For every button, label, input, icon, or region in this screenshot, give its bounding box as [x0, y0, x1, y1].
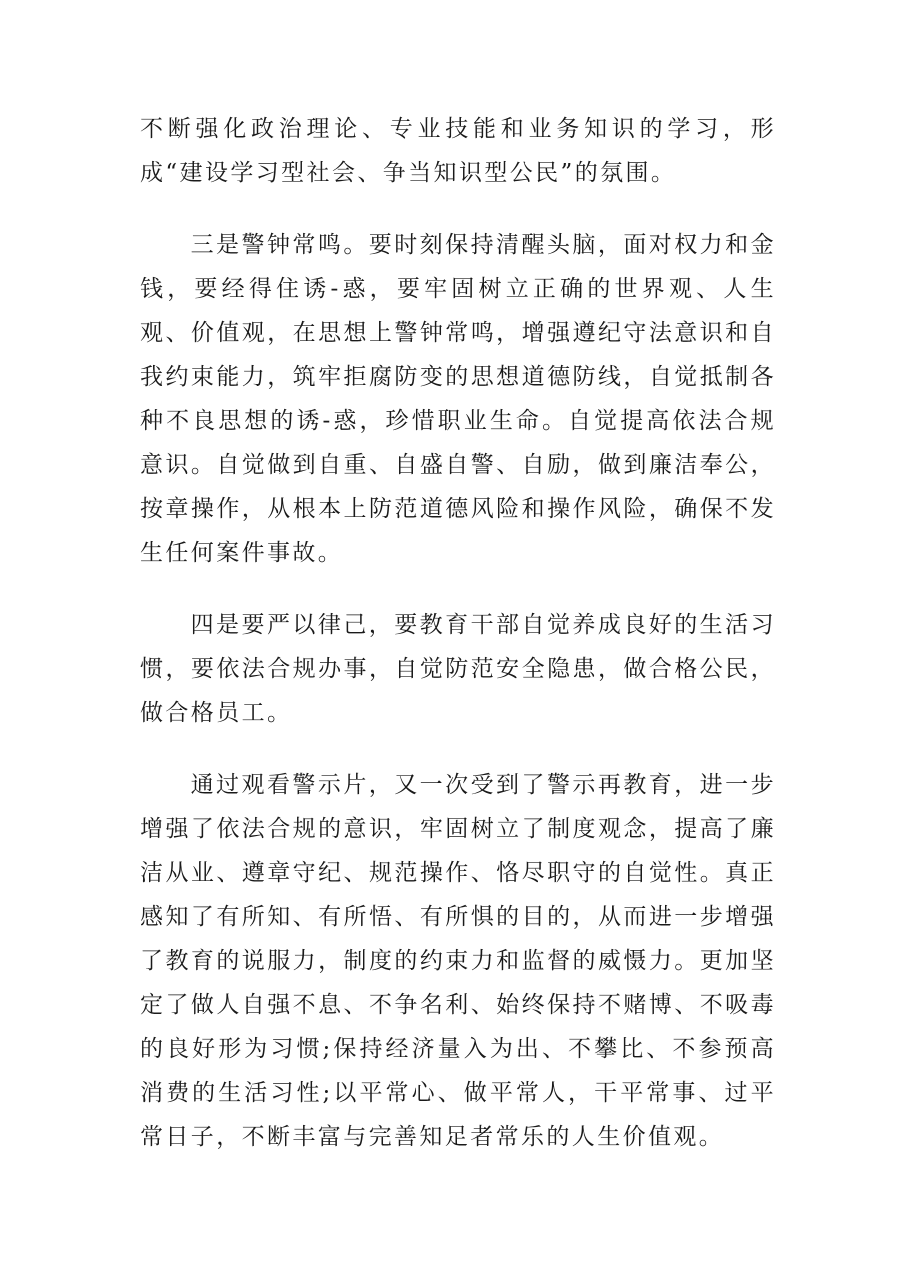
paragraph-continuation: 不断强化政治理论、专业技能和业务知识的学习，形成“建设学习型社会、争当知识型公民”的氛围。: [140, 116, 776, 186]
document-body: [140, 107, 776, 1187]
paragraph-self-discipline: 四是要严以律己，要教育干部自觉养成良好的生活习惯，要依法合规办事，自觉防范安全隐患，做合格公民，做合格员工。: [140, 612, 776, 726]
paragraph-conclusion: 通过观看警示片，又一次受到了警示再教育，进一步增强了依法合规的意识，牢固树立了制度观念，提高了廉洁从业、遵章守纪、规范操作、恪尽职守的自觉性。真正感知了有所知、有所悟、有所惧的目的，从而进一步增强了教育的说服力，制度的约束力和监督的威慑力。更加坚定了做人自强不息、不争名利、始终保持不赌博、不吸毒的良好形为习惯;保持经济量入为出、不攀比、不参预高消费的生活习性;以平常心、做平常人，干平常事、过平常日子，不断丰富与完善知足者常乐的人生价值观。: [140, 772, 776, 1150]
paragraph-alarm-bell: 三是警钟常鸣。要时刻保持清醒头脑，面对权力和金钱，要经得住诱-惑，要牢固树立正确的世界观、人生观、价值观，在思想上警钟常鸣，增强遵纪守法意识和自我约束能力，筑牢拒腐防变的思想道德防线，自觉抵制各种不良思想的诱-惑，珍惜职业生命。自觉提高依法合规意识。自觉做到自重、自盛自警、自励，做到廉洁奉公，按章操作，从根本上防范道德风险和操作风险，确保不发生任何案件事故。: [140, 232, 776, 566]
